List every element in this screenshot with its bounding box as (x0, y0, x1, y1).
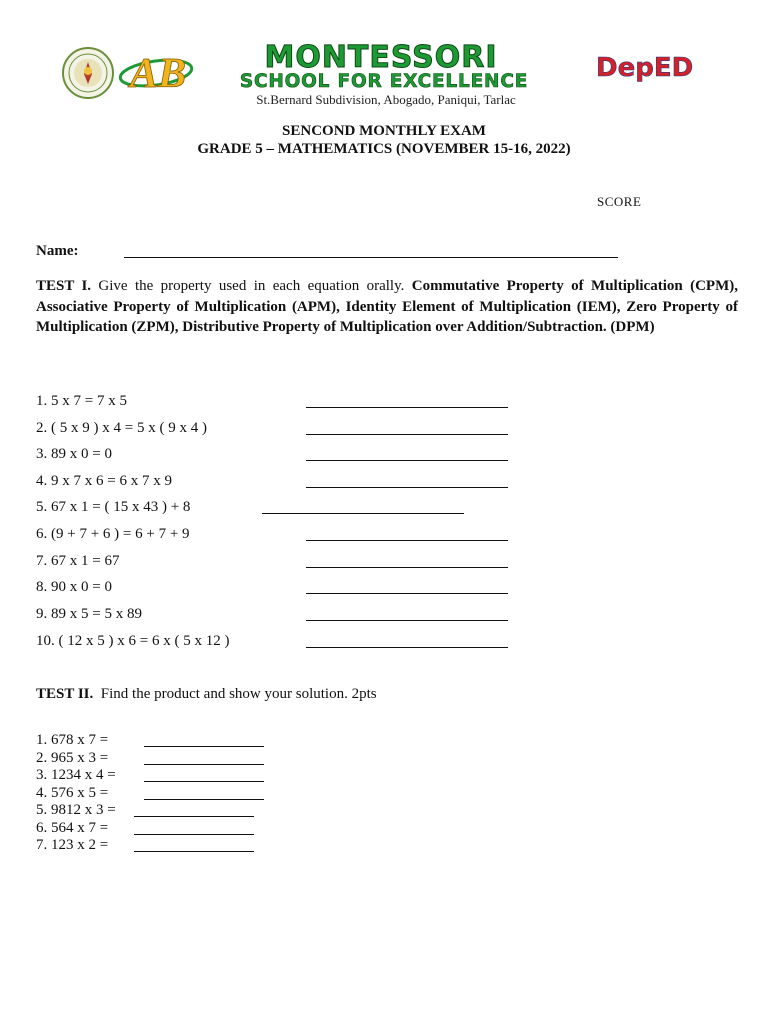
test1-properties: Commutative Property of Multiplication (CPM), Associative Property of Multiplication (APM), Identity Element of Multiplication (IEM), Zero Property of Multiplication (ZPM), Distributive Property of Multiplication over Addition/Subtraction. (DPM) (36, 278, 738, 335)
product-blank-line[interactable] (144, 746, 264, 747)
school-name-line1: MONTESSORI (264, 40, 498, 75)
exam-subtitle: GRADE 5 – MATHEMATICS (NOVEMBER 15-16, 2022) (197, 141, 571, 157)
test2-item: 5. 9812 x 3 = (36, 802, 116, 818)
school-name-line2: SCHOOL FOR EXCELLENCE (239, 71, 529, 92)
test2-item: 6. 564 x 7 = (36, 820, 109, 836)
test2-instructions (36, 686, 377, 703)
test2-item: 3. 1234 x 4 = (36, 767, 116, 783)
school-seal-logo (62, 47, 114, 99)
product-blank-line[interactable] (144, 781, 264, 782)
test1-item: 4. 9 x 7 x 6 = 6 x 7 x 9 (36, 473, 172, 489)
answer-blank-line[interactable] (306, 434, 508, 435)
product-blank-line[interactable] (134, 851, 254, 852)
answer-blank-line[interactable] (306, 487, 508, 488)
answer-blank-line[interactable] (306, 593, 508, 594)
test2-item: 1. 678 x 7 = (36, 732, 109, 748)
ab-logo-letters: AB (130, 51, 187, 97)
test2-item: 7. 123 x 2 = (36, 837, 109, 853)
ab-logo-icon (118, 51, 194, 97)
test2-item: 2. 965 x 3 = (36, 750, 109, 766)
answer-blank-line[interactable] (306, 620, 508, 621)
answer-blank-line[interactable] (262, 513, 464, 514)
test1-instructions (36, 276, 738, 338)
answer-blank-line[interactable] (306, 647, 508, 648)
product-blank-line[interactable] (144, 764, 264, 765)
deped-logo-text: DepED (596, 53, 694, 83)
test1-item: 8. 90 x 0 = 0 (36, 579, 112, 595)
test1-item: 2. ( 5 x 9 ) x 4 = 5 x ( 9 x 4 ) (36, 420, 207, 436)
deped-logo-icon (596, 44, 694, 88)
answer-blank-line[interactable] (306, 460, 508, 461)
product-blank-line[interactable] (144, 799, 264, 800)
name-label: Name: (36, 243, 79, 259)
test2-label: TEST II. (36, 686, 94, 702)
test1-item: 1. 5 x 7 = 7 x 5 (36, 393, 127, 409)
product-blank-line[interactable] (134, 834, 254, 835)
test1-label: TEST I. (36, 278, 92, 294)
test1-instruction-text: Give the property used in each equation orally. (98, 278, 405, 294)
test2-instruction-text: Find the product and show your solution. 2pts (100, 686, 377, 702)
test1-item: 3. 89 x 0 = 0 (36, 446, 112, 462)
answer-blank-line[interactable] (306, 407, 508, 408)
name-blank-line[interactable] (124, 257, 618, 258)
test1-item: 7. 67 x 1 = 67 (36, 553, 120, 569)
test2-item: 4. 576 x 5 = (36, 785, 109, 801)
test1-item: 5. 67 x 1 = ( 15 x 43 ) + 8 (36, 499, 191, 515)
answer-blank-line[interactable] (306, 567, 508, 568)
product-blank-line[interactable] (134, 816, 254, 817)
test1-item: 6. (9 + 7 + 6 ) = 6 + 7 + 9 (36, 526, 190, 542)
test1-item: 9. 89 x 5 = 5 x 89 (36, 606, 142, 622)
answer-blank-line[interactable] (306, 540, 508, 541)
score-label: SCORE (597, 194, 642, 209)
exam-title: SENCOND MONTHLY EXAM (282, 123, 486, 139)
test1-item: 10. ( 12 x 5 ) x 6 = 6 x ( 5 x 12 ) (36, 633, 230, 649)
school-address: St.Bernard Subdivision, Abogado, Paniqui, Tarlac (256, 92, 516, 107)
